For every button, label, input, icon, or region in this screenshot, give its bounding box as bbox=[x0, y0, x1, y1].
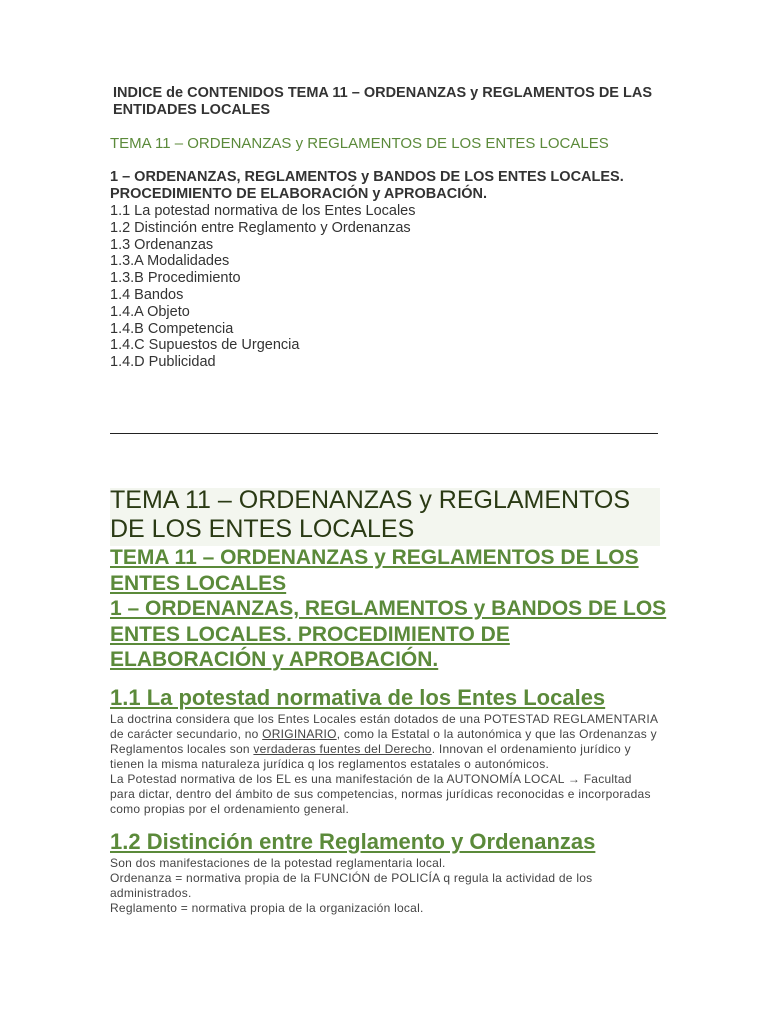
index-item: 1.4.A Objeto bbox=[110, 303, 190, 320]
index-item: 1.3.B Procedimiento bbox=[110, 270, 241, 287]
paragraph: Reglamento = normativa propia de la organización local. bbox=[110, 901, 424, 915]
text-span: , como la Estatal o la autonómica y que las Ordenanzas y Reglamentos locales son bbox=[110, 727, 657, 756]
index-item: 1.3 Ordenanzas bbox=[110, 236, 214, 253]
index-item: 1.4.C Supuestos de Urgencia bbox=[110, 337, 300, 354]
divider bbox=[110, 433, 658, 434]
text-span: . Innovan el ordenamiento jurídico y tienen la misma naturaleza jurídica q los reglamentos estatales o autonómicos. bbox=[110, 742, 631, 771]
index-subtitle: TEMA 11 – ORDENANZAS y REGLAMENTOS DE LOS ENTES LOCALES bbox=[110, 135, 609, 152]
paragraph: Son dos manifestaciones de la potestad reglamentaria local. bbox=[110, 856, 446, 870]
index-item: 1.4.D Publicidad bbox=[110, 354, 216, 371]
index-title: INDICE de CONTENIDOS TEMA 11 – ORDENANZAS y REGLAMENTOS DE LAS ENTIDADES LOCALES bbox=[113, 85, 652, 118]
section1-heading: 1 – ORDENANZAS, REGLAMENTOS y BANDOS DE LOS ENTES LOCALES. PROCEDIMIENTO DE ELABORACIÓN y APROBACIÓN. bbox=[110, 597, 667, 671]
index-item: 1.4 Bandos bbox=[110, 286, 184, 303]
paragraph: Ordenanza = normativa propia de la FUNCIÓN de POLICÍA q regula la actividad de los administrados. bbox=[110, 871, 593, 900]
index-item: 1.3.A Modalidades bbox=[110, 253, 230, 270]
paragraph bbox=[110, 712, 660, 772]
originario-link[interactable]: ORIGINARIO bbox=[262, 727, 337, 741]
section-1-1-heading: 1.1 La potestad normativa de los Entes Locales bbox=[110, 685, 606, 710]
text-span: La doctrina considera que los Entes Locales están dotados de una POTESTAD REGLAMENTARIA de carácter secundario, no bbox=[110, 712, 658, 741]
index-item: 1.4.B Competencia bbox=[110, 320, 234, 337]
index-item: 1.2 Distinción entre Reglamento y Ordenanzas bbox=[110, 219, 411, 236]
fuentes-del-derecho-link[interactable]: verdaderas fuentes del Derecho bbox=[253, 742, 432, 756]
section-1-1-body bbox=[110, 712, 660, 817]
section-1-2-body bbox=[110, 856, 660, 916]
section-1-2-heading: 1.2 Distinción entre Reglamento y Ordenanzas bbox=[110, 829, 596, 854]
tema-heading: TEMA 11 – ORDENANZAS y REGLAMENTOS DE LOS ENTES LOCALES bbox=[110, 546, 639, 595]
index-list bbox=[110, 203, 670, 371]
index-item: 1.1 La potestad normativa de los Entes Locales bbox=[110, 203, 416, 219]
index-section-title: 1 – ORDENANZAS, REGLAMENTOS y BANDOS DE LOS ENTES LOCALES. PROCEDIMIENTO DE ELABORACIÓN y APROBACIÓN. bbox=[110, 169, 624, 202]
paragraph: La Potestad normativa de los EL es una manifestación de la AUTONOMÍA LOCAL → Facultad para dictar, dentro del ámbito de sus competencias, normas jurídicas reconocidas e incorporadas como propias por el ordenamiento general. bbox=[110, 772, 651, 816]
hero-title: TEMA 11 – ORDENANZAS y REGLAMENTOS DE LOS ENTES LOCALES bbox=[110, 486, 631, 543]
